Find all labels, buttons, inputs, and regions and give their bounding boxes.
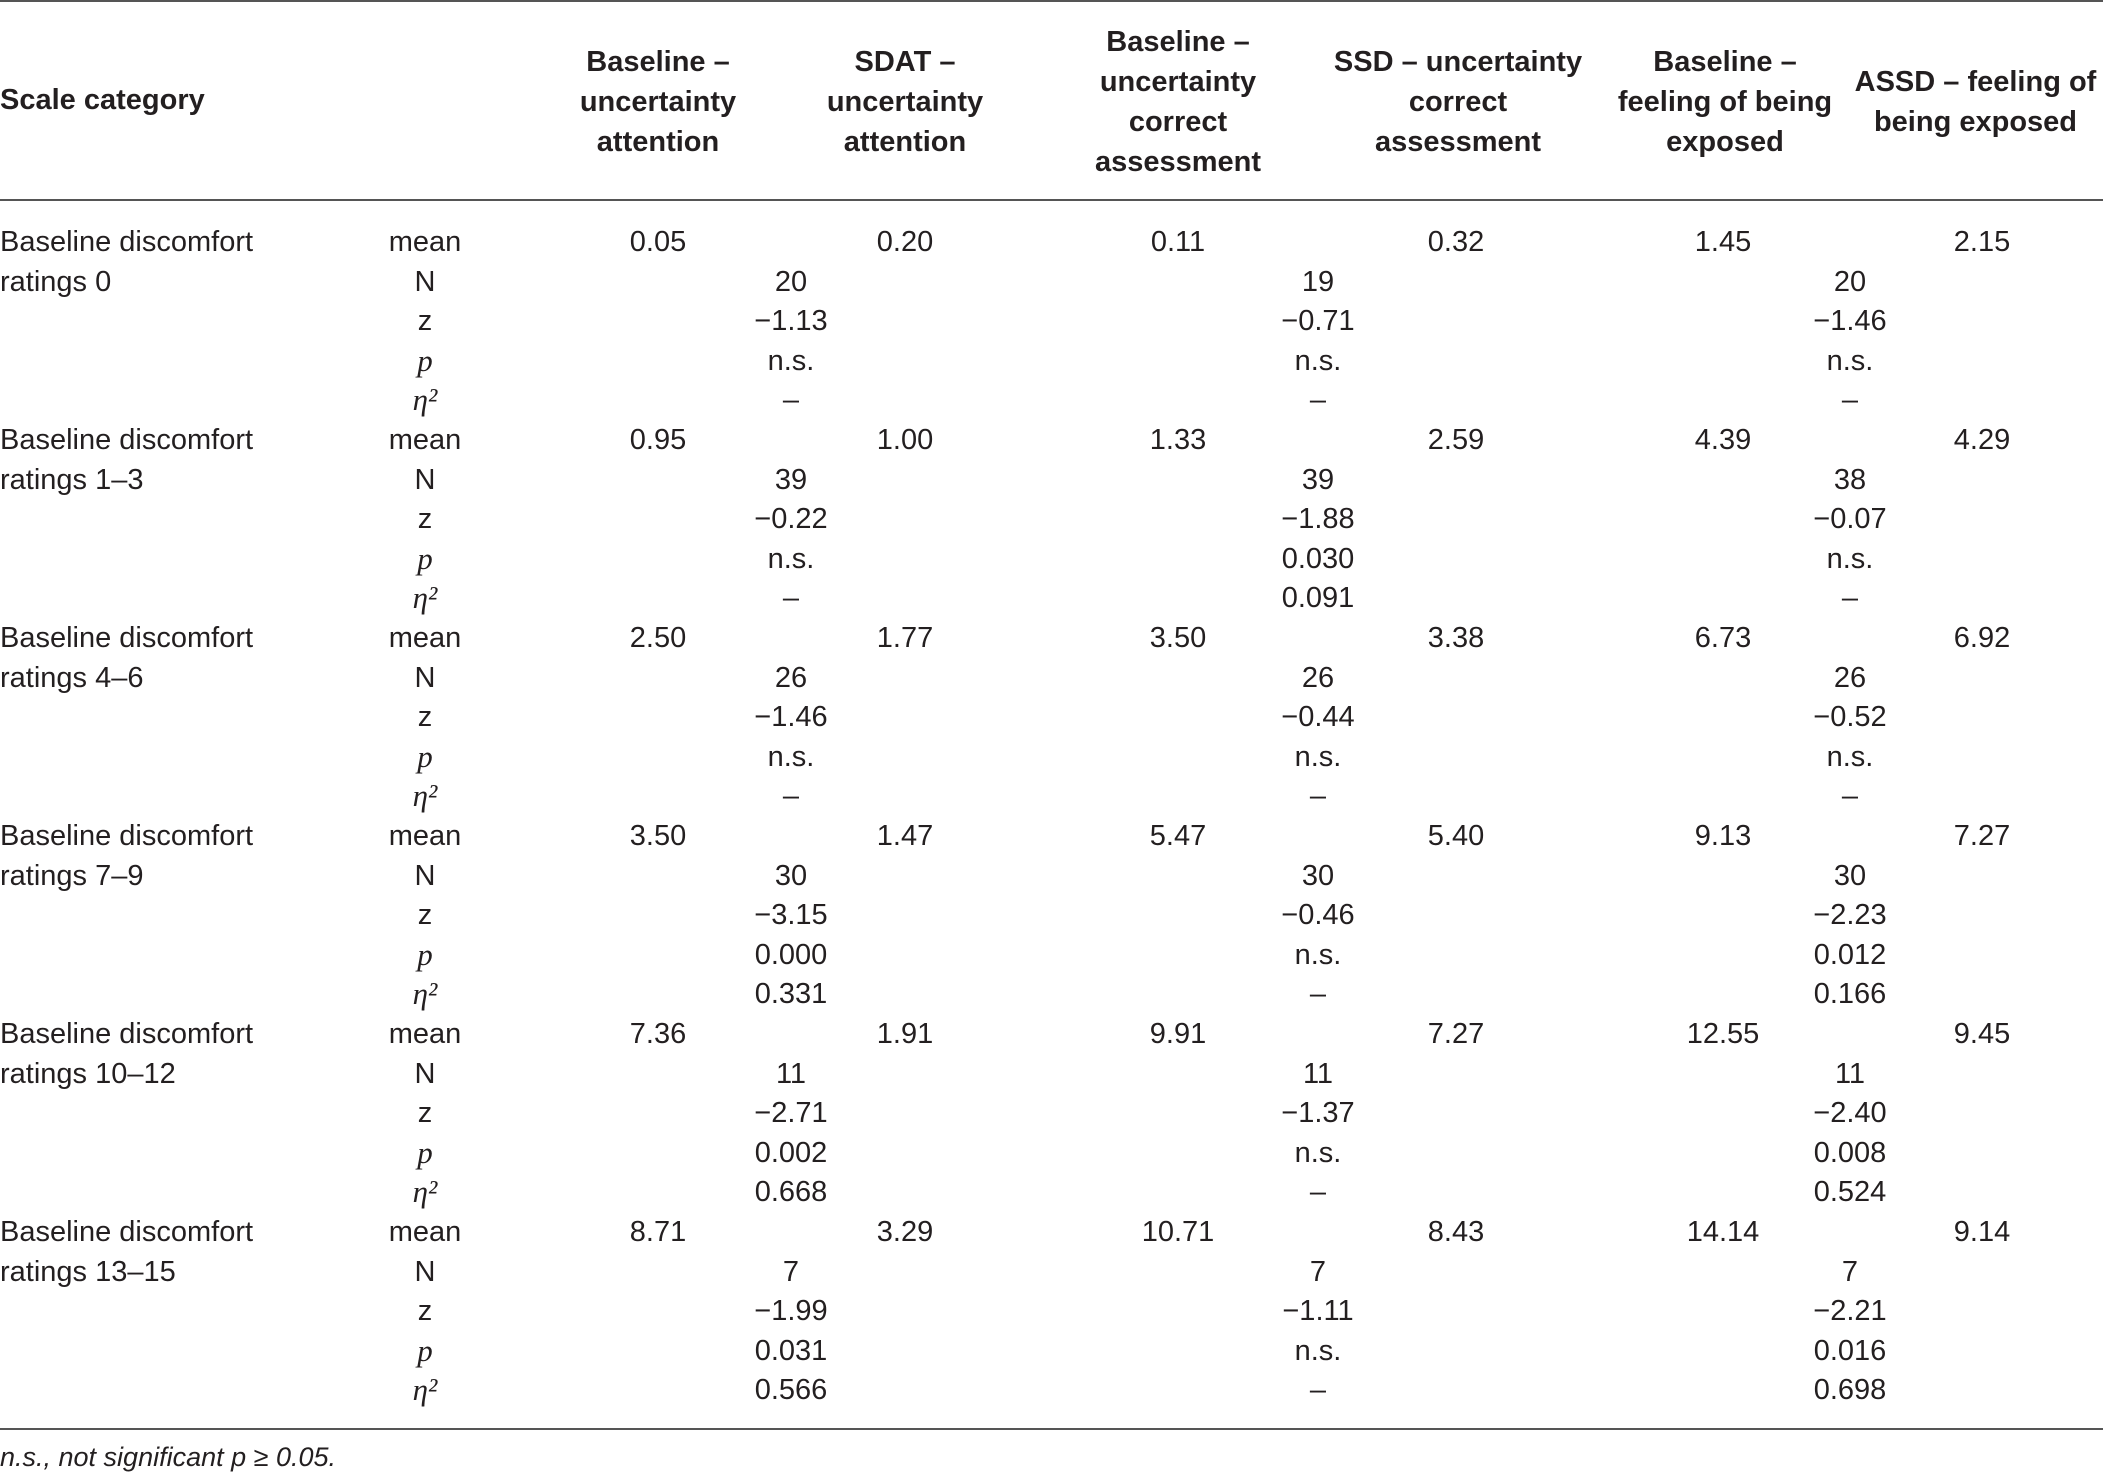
footnote: n.s., not significant p ≥ 0.05. <box>0 1442 337 1472</box>
mean-value: 1.00 <box>876 424 934 456</box>
stat-label: N <box>414 463 436 496</box>
test-z-value: −2.71 <box>754 1097 828 1130</box>
test-z-value: −0.71 <box>1281 305 1355 338</box>
mean-value: 3.50 <box>629 820 687 852</box>
mean-value: 7.27 <box>1953 820 2011 852</box>
stat-label: η² <box>412 580 438 616</box>
mean-value: 1.77 <box>876 622 934 654</box>
mean-value: 1.45 <box>1694 226 1752 258</box>
test-z-value: −0.44 <box>1281 701 1355 734</box>
header-baseline-uncertainty-attention: Baseline – uncertainty attention <box>579 46 737 158</box>
mean-value: 5.47 <box>1149 820 1207 852</box>
mean-value: 1.91 <box>876 1018 934 1050</box>
test-z-value: −0.22 <box>754 503 828 536</box>
header-baseline-uncertainty-correct-assessment: Baseline – uncertainty correct assessment <box>1094 26 1262 178</box>
mean-value: 6.73 <box>1694 622 1752 654</box>
mean-value: 14.14 <box>1686 1216 1760 1248</box>
test-eta-squared-value: – <box>1309 978 1327 1011</box>
stat-label: η² <box>412 778 438 814</box>
test-p-value: 0.030 <box>1281 542 1355 575</box>
stat-label: z <box>417 1097 433 1130</box>
test-z-value: −0.46 <box>1281 899 1355 932</box>
stat-label: p <box>417 936 433 972</box>
stat-label: η² <box>412 1174 438 1210</box>
test-eta-squared-value: 0.698 <box>1813 1374 1887 1407</box>
mean-value: 7.27 <box>1427 1018 1485 1050</box>
mean-value: 0.20 <box>876 226 934 258</box>
stat-label: mean <box>388 1018 462 1050</box>
mean-value: 3.50 <box>1149 622 1207 654</box>
test-p-value: n.s. <box>767 542 815 575</box>
test-p-value: n.s. <box>1294 740 1342 773</box>
header-rule <box>0 199 2103 201</box>
test-n-value: 20 <box>774 265 808 298</box>
mean-value: 1.47 <box>876 820 934 852</box>
test-p-value: n.s. <box>1826 344 1874 377</box>
mean-value: 4.39 <box>1694 424 1752 456</box>
test-eta-squared-value: – <box>1309 780 1327 813</box>
test-p-value: n.s. <box>1294 1334 1342 1367</box>
stat-label: N <box>414 1057 436 1090</box>
mean-value: 6.92 <box>1953 622 2011 654</box>
bottom-rule <box>0 1428 2103 1430</box>
stat-label: η² <box>412 976 438 1012</box>
stat-label: N <box>414 859 436 892</box>
test-n-value: 39 <box>1301 463 1335 496</box>
test-eta-squared-value: – <box>1841 582 1859 615</box>
mean-value: 8.71 <box>629 1216 687 1248</box>
test-eta-squared-value: – <box>1309 1176 1327 1209</box>
test-eta-squared-value: 0.331 <box>754 978 828 1011</box>
stat-label: p <box>417 342 433 378</box>
test-n-value: 26 <box>1833 661 1867 694</box>
test-eta-squared-value: – <box>1309 1374 1327 1407</box>
test-p-value: 0.016 <box>1813 1334 1887 1367</box>
stat-label: z <box>417 305 433 338</box>
mean-value: 3.29 <box>876 1216 934 1248</box>
test-p-value: n.s. <box>1294 344 1342 377</box>
test-eta-squared-value: 0.566 <box>754 1374 828 1407</box>
mean-value: 5.40 <box>1427 820 1485 852</box>
stat-label: mean <box>388 820 462 852</box>
test-n-value: 11 <box>775 1057 807 1090</box>
test-eta-squared-value: – <box>782 582 800 615</box>
stat-label: N <box>414 661 436 694</box>
mean-value: 7.36 <box>629 1018 687 1050</box>
stat-label: z <box>417 1295 433 1328</box>
test-p-value: 0.000 <box>754 938 828 971</box>
test-p-value: n.s. <box>1826 740 1874 773</box>
stat-label: η² <box>412 382 438 418</box>
mean-value: 0.05 <box>629 226 687 258</box>
test-n-value: 39 <box>774 463 808 496</box>
stat-label: z <box>417 899 433 932</box>
stat-label: p <box>417 540 433 576</box>
test-n-value: 19 <box>1301 265 1335 298</box>
category-label: Baseline discomfort ratings 1–3 <box>0 424 254 496</box>
test-eta-squared-value: 0.524 <box>1813 1176 1887 1209</box>
test-z-value: −1.37 <box>1281 1097 1355 1130</box>
test-p-value: 0.008 <box>1813 1136 1887 1169</box>
stat-label: z <box>417 701 433 734</box>
test-p-value: n.s. <box>1826 542 1874 575</box>
test-z-value: −0.07 <box>1813 503 1887 536</box>
mean-value: 3.38 <box>1427 622 1485 654</box>
test-n-value: 26 <box>774 661 808 694</box>
test-eta-squared-value: – <box>782 384 800 417</box>
stat-label: p <box>417 1332 433 1368</box>
test-p-value: 0.002 <box>754 1136 828 1169</box>
category-label: Baseline discomfort ratings 13–15 <box>0 1216 254 1288</box>
mean-value: 0.32 <box>1427 226 1485 258</box>
test-z-value: −1.99 <box>754 1295 828 1328</box>
test-n-value: 7 <box>782 1255 800 1288</box>
test-eta-squared-value: 0.166 <box>1813 978 1887 1011</box>
category-label: Baseline discomfort ratings 10–12 <box>0 1018 254 1090</box>
mean-value: 9.45 <box>1953 1018 2011 1050</box>
header-scale-category: Scale category <box>0 84 205 116</box>
mean-value: 1.33 <box>1149 424 1207 456</box>
test-p-value: n.s. <box>1294 1136 1342 1169</box>
stat-label: N <box>414 265 436 298</box>
mean-value: 9.91 <box>1149 1018 1207 1050</box>
mean-value: 2.15 <box>1953 226 2011 258</box>
mean-value: 9.13 <box>1694 820 1752 852</box>
mean-value: 9.14 <box>1953 1216 2011 1248</box>
stat-label: mean <box>388 622 462 654</box>
test-p-value: 0.031 <box>754 1334 828 1367</box>
test-z-value: −2.23 <box>1813 899 1887 932</box>
stat-label: η² <box>412 1372 438 1408</box>
test-z-value: −1.88 <box>1281 503 1355 536</box>
category-label: Baseline discomfort ratings 4–6 <box>0 622 254 694</box>
test-p-value: n.s. <box>1294 938 1342 971</box>
test-n-value: 7 <box>1841 1255 1859 1288</box>
stat-label: mean <box>388 226 462 258</box>
test-n-value: 30 <box>1833 859 1867 892</box>
mean-value: 10.71 <box>1141 1216 1215 1248</box>
stat-label: N <box>414 1255 436 1288</box>
mean-value: 4.29 <box>1953 424 2011 456</box>
test-n-value: 11 <box>1834 1057 1866 1090</box>
test-n-value: 38 <box>1833 463 1867 496</box>
test-z-value: −0.52 <box>1813 701 1887 734</box>
test-z-value: −1.13 <box>754 305 828 338</box>
test-eta-squared-value: – <box>1841 384 1859 417</box>
mean-value: 0.95 <box>629 424 687 456</box>
header-sdat-uncertainty-attention: SDAT – uncertainty attention <box>826 46 984 158</box>
header-assd-feeling-exposed: ASSD – feeling of being exposed <box>1854 66 2097 138</box>
category-label: Baseline discomfort ratings 7–9 <box>0 820 254 892</box>
stat-label: p <box>417 738 433 774</box>
test-p-value: 0.012 <box>1813 938 1887 971</box>
header-baseline-feeling-exposed: Baseline – feeling of being exposed <box>1617 46 1833 158</box>
stat-label: mean <box>388 1216 462 1248</box>
category-label: Baseline discomfort ratings 0 <box>0 226 254 298</box>
test-z-value: −1.46 <box>1813 305 1887 338</box>
mean-value: 8.43 <box>1427 1216 1485 1248</box>
test-z-value: −2.40 <box>1813 1097 1887 1130</box>
test-eta-squared-value: – <box>1309 384 1327 417</box>
test-eta-squared-value: – <box>782 780 800 813</box>
stat-label: p <box>417 1134 433 1170</box>
test-n-value: 7 <box>1309 1255 1327 1288</box>
stat-label: z <box>417 503 433 536</box>
test-n-value: 30 <box>774 859 808 892</box>
test-eta-squared-value: 0.091 <box>1281 582 1355 615</box>
test-eta-squared-value: – <box>1841 780 1859 813</box>
test-n-value: 11 <box>1302 1057 1334 1090</box>
mean-value: 0.11 <box>1150 226 1206 258</box>
test-n-value: 20 <box>1833 265 1867 298</box>
test-z-value: −3.15 <box>754 899 828 932</box>
test-n-value: 30 <box>1301 859 1335 892</box>
mean-value: 2.59 <box>1427 424 1485 456</box>
stat-label: mean <box>388 424 462 456</box>
test-p-value: n.s. <box>767 344 815 377</box>
test-z-value: −2.21 <box>1813 1295 1887 1328</box>
mean-value: 2.50 <box>629 622 687 654</box>
test-z-value: −1.46 <box>754 701 828 734</box>
test-eta-squared-value: 0.668 <box>754 1176 828 1209</box>
test-n-value: 26 <box>1301 661 1335 694</box>
mean-value: 12.55 <box>1686 1018 1760 1050</box>
top-rule <box>0 0 2103 2</box>
header-ssd-uncertainty-correct-assessment: SSD – uncertainty correct assessment <box>1333 46 1583 158</box>
test-z-value: −1.11 <box>1282 1295 1354 1328</box>
test-p-value: n.s. <box>767 740 815 773</box>
